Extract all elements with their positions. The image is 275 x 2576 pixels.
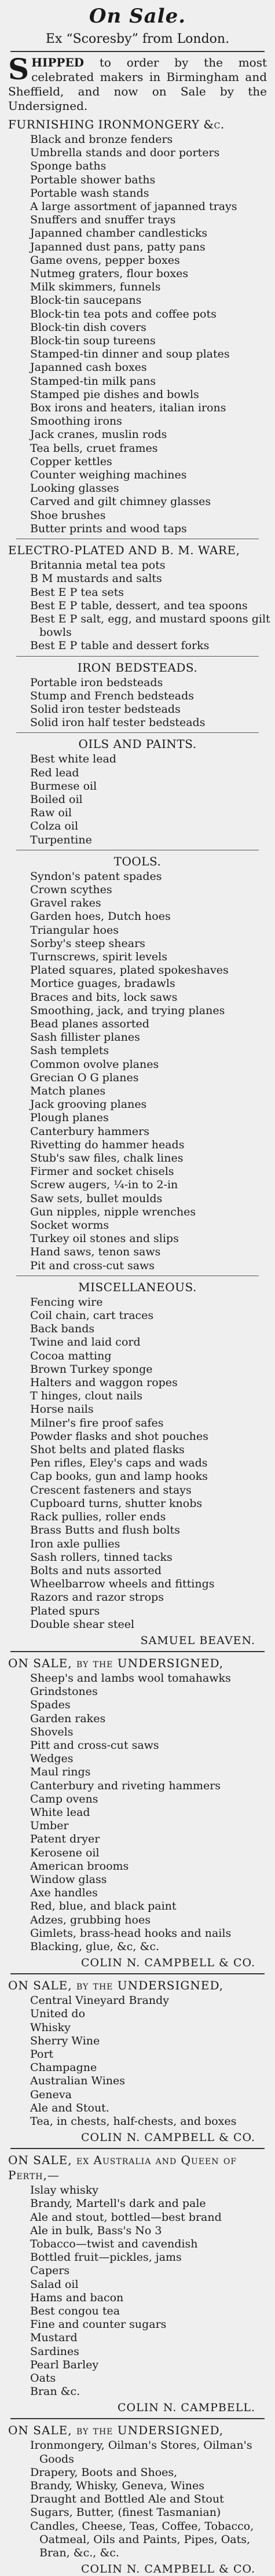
list-item: Axe handles xyxy=(30,1886,98,1900)
list-item: Bran &c. xyxy=(30,2385,80,2398)
list-item: Jack grooving planes xyxy=(30,1098,147,1111)
list-item: Japanned chamber candlesticks xyxy=(30,227,208,240)
list-item: Common ovolve planes xyxy=(30,1057,159,1071)
list-item: Islay whisky xyxy=(30,2184,99,2197)
list-item: Turpentine xyxy=(30,833,92,846)
list-item: Bead planes assorted xyxy=(30,1017,149,1030)
iron-heading: IRON BEDSTEADS. xyxy=(77,660,198,675)
list-item: Patent dryer xyxy=(30,1833,100,1846)
list-item: Gimlets, brass-head hooks and nails xyxy=(30,1926,232,1940)
signature: COLIN N. CAMPBELL. xyxy=(118,2401,255,2415)
list-item: Sponge baths xyxy=(30,160,107,173)
list-item: Block-tin dish covers xyxy=(30,320,146,334)
furnishing-heading: FURNISHING IRONMONGERY &c. xyxy=(8,117,225,131)
list-item: Stump and French bedsteads xyxy=(30,689,194,702)
list-item: Cap books, gun and lamp hooks xyxy=(30,1470,208,1483)
list-item: Portable shower baths xyxy=(30,173,156,186)
list-item: Pitt and cross-cut saws xyxy=(30,1738,159,1752)
advert-items xyxy=(30,1672,275,1954)
list-item: Maul rings xyxy=(30,1766,91,1779)
list-item: Sash rollers, tinned tacks xyxy=(30,1550,173,1564)
list-item: Rivetting do hammer heads xyxy=(30,1138,185,1151)
drop-cap: S xyxy=(8,52,30,86)
list-item: Kerosene oil xyxy=(30,1846,100,1859)
list-item: United do xyxy=(30,2007,86,2021)
list-item: Solid iron tester bedsteads xyxy=(30,702,181,716)
list-item: Pen rifles, Eley's caps and wads xyxy=(30,1457,208,1470)
masthead xyxy=(0,0,275,28)
divider xyxy=(10,2418,265,2419)
list-item: Champagne xyxy=(30,2061,97,2074)
divider xyxy=(10,51,265,52)
list-item: Plated spurs xyxy=(30,1604,100,1617)
list-item: Crown scythes xyxy=(30,883,112,896)
list-item: Bolts and nuts assorted xyxy=(30,1564,162,1577)
list-item: Plated squares, plated spokeshaves xyxy=(30,964,229,977)
list-item: Butter prints and wood taps xyxy=(30,522,187,535)
list-item: Canterbury and riveting hammers xyxy=(30,1779,221,1792)
list-item: Black and bronze fenders xyxy=(30,133,173,146)
list-item: Sherry Wine xyxy=(30,2034,100,2047)
list-item: Drapery, Boots and Shoes, xyxy=(30,2466,178,2479)
list-item: Red lead xyxy=(30,766,79,779)
list-item: Saw sets, bullet moulds xyxy=(30,1192,163,1205)
list-item: Stamped-tin milk pans xyxy=(30,374,156,388)
intro-lead-word: HIPPED xyxy=(31,56,85,69)
list-item: T hinges, clout nails xyxy=(30,1390,143,1403)
list-item: Pit and cross-cut saws xyxy=(30,1259,155,1272)
list-item: White lead xyxy=(30,1805,90,1819)
list-item: Box irons and heaters, italian irons xyxy=(30,401,226,415)
list-item: Candles, Cheese, Teas, Coffee, Tobacco, Oatmeal, Oils and Paints, Pipes, Oats, Bran, &c., &c. xyxy=(30,2519,254,2560)
list-item: Salad oil xyxy=(30,2278,79,2291)
list-item: Garden hoes, Dutch hoes xyxy=(30,910,171,923)
advert-lead-text: ON SALE, by the UNDERSIGNED, xyxy=(8,2423,224,2438)
list-item: Syndon's patent spades xyxy=(30,869,162,883)
list-item: Port xyxy=(30,2048,54,2061)
list-item: Looking glasses xyxy=(30,482,119,495)
list-item: Ale and stout, bottled—best brand xyxy=(30,2210,222,2224)
list-item: Solid iron half tester bedsteads xyxy=(30,716,206,729)
list-item: Halters and waggon ropes xyxy=(30,1376,178,1390)
advert-lead-text: ON SALE, by the UNDERSIGNED, xyxy=(8,1978,224,1993)
list-item: Portable wash stands xyxy=(30,186,149,200)
list-item: Ironmongery, Oilman's Stores, Oilman's Goods xyxy=(30,2439,252,2466)
list-item: Grindstones xyxy=(30,1685,98,1698)
list-item: Hams and bacon xyxy=(30,2291,124,2304)
list-item: American brooms xyxy=(30,1859,129,1873)
divider xyxy=(10,1651,265,1652)
list-item: Geneva xyxy=(30,2088,72,2101)
list-item: Brandy, Martell's dark and pale xyxy=(30,2197,206,2210)
signature: COLIN N. CAMPBELL & CO. xyxy=(81,2131,255,2144)
advert-lead-text: ON SALE, ex Australia and Queen of Perth,— xyxy=(8,2153,237,2183)
list-item: Best E P salt, egg, and mustard spoons gilt bowls xyxy=(30,612,270,639)
list-item: Mustard xyxy=(30,2331,78,2345)
list-item: Milner's fire proof safes xyxy=(30,1416,164,1429)
list-item: Match planes xyxy=(30,1085,106,1097)
intro-text: to order by the most celebrated makers in Birmingham and Sheffield, and now on Sale by the Undersigned. xyxy=(8,56,267,113)
list-item: Cupboard turns, shutter knobs xyxy=(30,1497,203,1510)
list-item: Umbrella stands and door porters xyxy=(30,146,220,160)
masthead-title: On Sale. xyxy=(89,5,186,28)
advert-samuel-beaven xyxy=(0,31,275,1648)
list-item: Best E P tea sets xyxy=(30,585,124,599)
list-item: Nutmeg graters, flour boxes xyxy=(30,267,189,281)
list-item: Copper kettles xyxy=(30,455,112,468)
list-item: Camp ovens xyxy=(30,1792,98,1805)
list-item: Pearl Barley xyxy=(30,2358,99,2371)
misc-list xyxy=(30,1296,275,1631)
list-item: Best congou tea xyxy=(30,2305,120,2318)
list-item: Brass Butts and flush bolts xyxy=(30,1524,180,1537)
list-item: Game ovens, pepper boxes xyxy=(30,253,180,267)
list-item: B M mustards and salts xyxy=(30,572,162,585)
list-item: Portable iron bedsteads xyxy=(30,676,163,689)
list-item: Wheelbarrow wheels and fittings xyxy=(30,1578,215,1591)
list-item: Fine and counter sugars xyxy=(30,2318,167,2331)
list-item: Crescent fasteners and stays xyxy=(30,1483,192,1497)
list-item: Japanned cash boxes xyxy=(30,361,147,374)
list-item: Window glass xyxy=(30,1873,107,1886)
advert-lead xyxy=(8,2423,267,2438)
list-item: Coil chain, cart traces xyxy=(30,1309,154,1322)
intro-paragraph xyxy=(8,52,267,113)
advert-lead xyxy=(8,1978,267,1993)
list-item: Best white lead xyxy=(30,753,116,766)
list-item: Razors and razor strops xyxy=(30,1591,164,1604)
advert-lead-text: ON SALE, by the UNDERSIGNED, xyxy=(8,1656,224,1670)
list-item: Ale in bulk, Bass's No 3 xyxy=(30,2224,162,2237)
tools-heading: TOOLS. xyxy=(113,854,162,868)
advert-campbell-spirits xyxy=(0,1978,275,2144)
advert-campbell-hardware xyxy=(0,1656,275,1970)
list-item: Burmese oil xyxy=(30,779,97,793)
divider xyxy=(10,1973,265,1974)
oils-list xyxy=(30,753,275,846)
signature: COLIN N. CAMPBELL & CO. xyxy=(81,2563,255,2576)
list-item: Socket worms xyxy=(30,1219,109,1232)
list-item: Central Vineyard Brandy xyxy=(30,1994,169,2007)
list-item: Shovels xyxy=(30,1725,74,1738)
list-item: Smoothing, jack, and trying planes xyxy=(30,1004,225,1017)
list-item: Boiled oil xyxy=(30,793,83,806)
list-item: Iron axle pullies xyxy=(30,1537,120,1550)
ship-subtitle: Ex “Scoresby” from London. xyxy=(45,32,230,46)
list-item: Raw oil xyxy=(30,806,72,820)
list-item: Japanned dust pans, patty pans xyxy=(30,240,206,253)
advert-items xyxy=(30,2184,275,2398)
list-item: Sorby's steep shears xyxy=(30,937,145,950)
list-item: Gun nipples, nipple wrenches xyxy=(30,1205,196,1218)
advert-lead xyxy=(8,1656,267,1671)
list-item: Sugars, Butter, (finest Tasmanian) xyxy=(30,2506,221,2519)
list-item: Australian Wines xyxy=(30,2074,126,2088)
list-item: Triangular hoes xyxy=(30,923,119,937)
list-item: Screw augers, ¼-in to 2-in xyxy=(30,1178,178,1192)
list-item: Sash templets xyxy=(30,1044,109,1057)
divider xyxy=(16,732,259,733)
list-item: Shoe brushes xyxy=(30,508,106,522)
list-item: Brown Turkey sponge xyxy=(30,1362,153,1376)
list-item: Rack pullies, roller ends xyxy=(30,1510,166,1524)
list-item: Cocoa matting xyxy=(30,1349,112,1362)
divider xyxy=(10,2148,265,2149)
list-item: Stamped pie dishes and bowls xyxy=(30,388,199,401)
advert-items xyxy=(30,2439,275,2560)
list-item: Horse nails xyxy=(30,1403,94,1416)
list-item: Back bands xyxy=(30,1322,95,1336)
list-item: Red, blue, and black paint xyxy=(30,1900,177,1913)
list-item: Bottled fruit—pickles, jams xyxy=(30,2251,182,2264)
list-item: Stub's saw files, chalk lines xyxy=(30,1152,184,1165)
signature: COLIN N. CAMPBELL & CO. xyxy=(81,1956,255,1970)
list-item: Block-tin soup tureens xyxy=(30,334,156,348)
advert-campbell-provisions xyxy=(0,2153,275,2415)
list-item: Milk skimmers, funnels xyxy=(30,281,161,294)
list-item: Draught and Bottled Ale and Stout xyxy=(30,2493,224,2506)
list-item: Sheep's and lambs wool tomahawks xyxy=(30,1671,231,1685)
advert-campbell-general xyxy=(0,2423,275,2576)
furnishing-list xyxy=(30,133,275,536)
list-item: Capers xyxy=(30,2264,70,2278)
list-item: Firmer and socket chisels xyxy=(30,1165,174,1178)
list-item: Blacking, glue, &c, &c. xyxy=(30,1940,160,1953)
list-item: Carved and gilt chimney glasses xyxy=(30,495,211,508)
oils-heading: OILS AND PAINTS. xyxy=(78,737,197,751)
list-item: Double shear steel xyxy=(30,1617,135,1631)
list-item: Grecian O G planes xyxy=(30,1071,139,1084)
list-item: Tobacco—twist and cavendish xyxy=(30,2238,198,2251)
list-item: Oats xyxy=(30,2372,56,2385)
list-item: Stamped-tin dinner and soup plates xyxy=(30,348,230,361)
list-item: Whisky xyxy=(30,2021,71,2034)
list-item: Snuffers and snuffer trays xyxy=(30,213,176,227)
list-item: Braces and bits, lock saws xyxy=(30,990,178,1004)
list-item: Wedges xyxy=(30,1752,74,1766)
list-item: Block-tin saucepans xyxy=(30,294,142,307)
list-item: Block-tin tea pots and coffee pots xyxy=(30,307,217,320)
list-item: Tea bells, cruet frames xyxy=(30,441,158,455)
list-item: Mortice guages, bradawls xyxy=(30,977,175,990)
list-item: A large assortment of japanned trays xyxy=(30,200,237,213)
list-item: Counter weighing machines xyxy=(30,469,187,482)
list-item: Sardines xyxy=(30,2345,79,2358)
list-item: Jack cranes, muslin rods xyxy=(30,428,167,441)
list-item: Best E P table and dessert forks xyxy=(30,639,210,653)
list-item: Garden rakes xyxy=(30,1712,106,1725)
list-item: Ale and Stout. xyxy=(30,2101,109,2114)
list-item: Shot belts and plated flasks xyxy=(30,1443,185,1457)
list-item: Plough planes xyxy=(30,1111,109,1125)
electro-heading: ELECTRO-PLATED AND B. M. WARE, xyxy=(8,543,240,558)
list-item: Sash fillister planes xyxy=(30,1031,140,1044)
list-item: Tea, in chests, half-chests, and boxes xyxy=(30,2115,237,2128)
tools-list xyxy=(30,870,275,1273)
list-item: Spades xyxy=(30,1698,71,1712)
list-item: Adzes, grubbing hoes xyxy=(30,1913,151,1926)
list-item: Colza oil xyxy=(30,820,79,833)
list-item: Turnscrews, spirit levels xyxy=(30,950,167,963)
list-item: Turkey oil stones and slips xyxy=(30,1232,179,1245)
list-item: Hand saws, tenon saws xyxy=(30,1245,161,1259)
list-item: Brandy, Whisky, Geneva, Wines xyxy=(30,2479,205,2493)
advert-items xyxy=(30,1994,275,2128)
list-item: Britannia metal tea pots xyxy=(30,559,166,572)
list-item: Smoothing irons xyxy=(30,415,122,428)
list-item: Fencing wire xyxy=(30,1295,103,1309)
list-item: Umber xyxy=(30,1819,69,1833)
divider xyxy=(16,656,259,657)
electro-list xyxy=(30,559,275,653)
list-item: Gravel rakes xyxy=(30,897,101,910)
iron-list xyxy=(30,676,275,730)
list-item: Twine and laid cord xyxy=(30,1336,141,1349)
list-item: Powder flasks and shot pouches xyxy=(30,1429,208,1443)
misc-heading: MISCELLANEOUS. xyxy=(78,1280,197,1294)
advert-lead xyxy=(8,2153,267,2183)
list-item: Canterbury hammers xyxy=(30,1125,149,1138)
list-item: Best E P table, dessert, and tea spoons xyxy=(30,599,248,612)
signature: SAMUEL BEAVEN. xyxy=(140,1634,255,1647)
